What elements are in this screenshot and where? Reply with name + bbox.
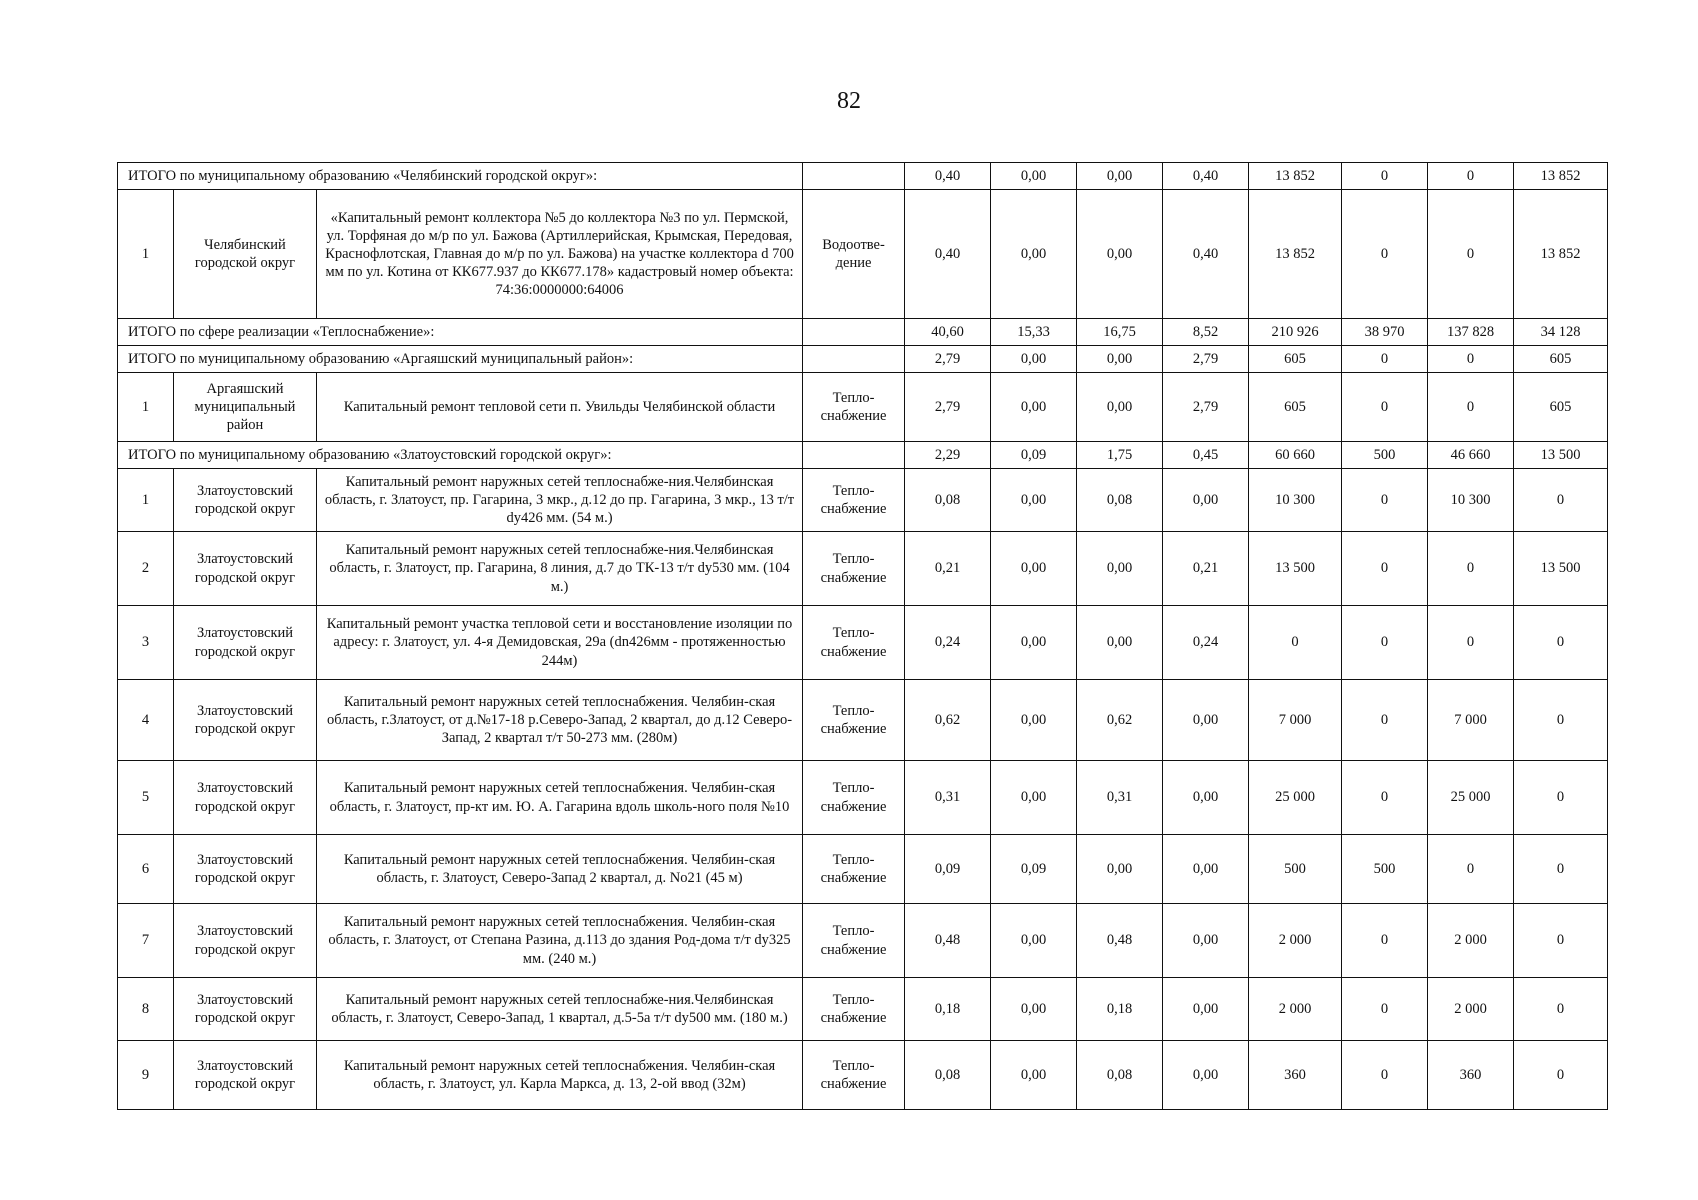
value-cell: 13 500 bbox=[1514, 442, 1608, 469]
cell-sphere: Тепло-снабжение bbox=[803, 373, 905, 442]
value-cell: 0,40 bbox=[905, 163, 991, 190]
value-cell: 60 660 bbox=[1249, 442, 1342, 469]
value-cell: 0,00 bbox=[1077, 532, 1163, 606]
cell-district: Златоустовский городской округ bbox=[174, 978, 317, 1041]
value-cell: 25 000 bbox=[1428, 761, 1514, 835]
value-cell: 0,09 bbox=[991, 442, 1077, 469]
value-cell: 13 500 bbox=[1514, 532, 1608, 606]
value-cell: 500 bbox=[1249, 835, 1342, 904]
cell-district: Златоустовский городской округ bbox=[174, 606, 317, 680]
cell-description: Капитальный ремонт наружных сетей теплоснабже-ния.Челябинская область, г. Златоуст, пр. Гагарина, 8 линия, д.7 до ТК-13 т/т dy530 мм. (104 м.) bbox=[317, 532, 803, 606]
table-row bbox=[118, 532, 1608, 606]
value-cell: 0 bbox=[1514, 761, 1608, 835]
value-cell: 0,00 bbox=[1163, 978, 1249, 1041]
table-row bbox=[118, 606, 1608, 680]
value-cell: 605 bbox=[1514, 346, 1608, 373]
value-cell: 0,00 bbox=[1163, 680, 1249, 761]
value-cell: 0 bbox=[1342, 761, 1428, 835]
cell-description: Капитальный ремонт наружных сетей теплоснабже-ния.Челябинская область, г. Златоуст, Северо-Запад, 1 квартал, д.5-5а т/т dy500 мм. (180 м.) bbox=[317, 978, 803, 1041]
cell-district: Златоустовский городской округ bbox=[174, 680, 317, 761]
value-cell: 0,00 bbox=[991, 346, 1077, 373]
value-cell: 0,00 bbox=[1077, 835, 1163, 904]
table-row bbox=[118, 680, 1608, 761]
cell-district: Златоустовский городской округ bbox=[174, 532, 317, 606]
value-cell: 500 bbox=[1342, 835, 1428, 904]
value-cell: 2,79 bbox=[1163, 373, 1249, 442]
value-cell: 0,00 bbox=[1077, 346, 1163, 373]
value-cell: 0 bbox=[1342, 978, 1428, 1041]
value-cell: 46 660 bbox=[1428, 442, 1514, 469]
value-cell: 0,00 bbox=[1077, 163, 1163, 190]
cell-district: Златоустовский городской округ bbox=[174, 835, 317, 904]
value-cell: 10 300 bbox=[1249, 469, 1342, 532]
value-cell: 0,08 bbox=[905, 1041, 991, 1110]
value-cell: 0,62 bbox=[905, 680, 991, 761]
value-cell: 360 bbox=[1249, 1041, 1342, 1110]
cell-num: 7 bbox=[118, 904, 174, 978]
value-cell: 0 bbox=[1342, 1041, 1428, 1110]
value-cell: 13 500 bbox=[1249, 532, 1342, 606]
value-cell: 0,18 bbox=[1077, 978, 1163, 1041]
value-cell: 0 bbox=[1342, 190, 1428, 319]
value-cell: 0 bbox=[1514, 606, 1608, 680]
value-cell: 0,48 bbox=[905, 904, 991, 978]
value-cell: 0,40 bbox=[905, 190, 991, 319]
value-cell: 25 000 bbox=[1249, 761, 1342, 835]
value-cell: 500 bbox=[1342, 442, 1428, 469]
value-cell: 0,08 bbox=[1077, 1041, 1163, 1110]
table-body bbox=[118, 163, 1608, 1110]
value-cell: 0,31 bbox=[905, 761, 991, 835]
total-sphere-cell bbox=[803, 319, 905, 346]
value-cell: 137 828 bbox=[1428, 319, 1514, 346]
value-cell: 0,00 bbox=[991, 680, 1077, 761]
cell-district: Златоустовский городской округ bbox=[174, 904, 317, 978]
value-cell: 0 bbox=[1249, 606, 1342, 680]
table-row bbox=[118, 1041, 1608, 1110]
value-cell: 0,21 bbox=[1163, 532, 1249, 606]
value-cell: 0 bbox=[1514, 1041, 1608, 1110]
total-label: ИТОГО по муниципальному образованию «Аргаяшский муниципальный район»: bbox=[118, 346, 803, 373]
cell-num: 4 bbox=[118, 680, 174, 761]
value-cell: 0,40 bbox=[1163, 190, 1249, 319]
value-cell: 0,40 bbox=[1163, 163, 1249, 190]
value-cell: 0,00 bbox=[991, 469, 1077, 532]
value-cell: 2 000 bbox=[1428, 904, 1514, 978]
value-cell: 0,24 bbox=[905, 606, 991, 680]
table-row bbox=[118, 469, 1608, 532]
value-cell: 360 bbox=[1428, 1041, 1514, 1110]
value-cell: 0,00 bbox=[991, 606, 1077, 680]
value-cell: 0,00 bbox=[1163, 761, 1249, 835]
value-cell: 0 bbox=[1342, 680, 1428, 761]
value-cell: 0,00 bbox=[1077, 606, 1163, 680]
value-cell: 0,08 bbox=[905, 469, 991, 532]
value-cell: 2,79 bbox=[905, 373, 991, 442]
value-cell: 2,79 bbox=[905, 346, 991, 373]
value-cell: 0,00 bbox=[1163, 469, 1249, 532]
value-cell: 0,00 bbox=[991, 978, 1077, 1041]
value-cell: 2,29 bbox=[905, 442, 991, 469]
total-label: ИТОГО по муниципальному образованию «Челябинский городской округ»: bbox=[118, 163, 803, 190]
value-cell: 0 bbox=[1342, 373, 1428, 442]
total-row bbox=[118, 346, 1608, 373]
table-row bbox=[118, 904, 1608, 978]
cell-num: 3 bbox=[118, 606, 174, 680]
value-cell: 8,52 bbox=[1163, 319, 1249, 346]
value-cell: 0,00 bbox=[1163, 1041, 1249, 1110]
value-cell: 0,00 bbox=[991, 373, 1077, 442]
value-cell: 0 bbox=[1428, 835, 1514, 904]
value-cell: 0 bbox=[1428, 346, 1514, 373]
total-label: ИТОГО по сфере реализации «Теплоснабжение»: bbox=[118, 319, 803, 346]
value-cell: 0 bbox=[1514, 835, 1608, 904]
total-row bbox=[118, 442, 1608, 469]
cell-sphere: Тепло-снабжение bbox=[803, 1041, 905, 1110]
cell-sphere: Водоотве-дение bbox=[803, 190, 905, 319]
cell-description: Капитальный ремонт наружных сетей теплоснабжения. Челябин-ская область, г. Златоуст, пр-кт им. Ю. А. Гагарина вдоль школь-ного поля №10 bbox=[317, 761, 803, 835]
value-cell: 0 bbox=[1342, 346, 1428, 373]
value-cell: 13 852 bbox=[1249, 190, 1342, 319]
total-row bbox=[118, 319, 1608, 346]
value-cell: 10 300 bbox=[1428, 469, 1514, 532]
total-sphere-cell bbox=[803, 346, 905, 373]
cell-sphere: Тепло-снабжение bbox=[803, 680, 905, 761]
value-cell: 0,00 bbox=[991, 904, 1077, 978]
value-cell: 0 bbox=[1342, 532, 1428, 606]
value-cell: 0,09 bbox=[991, 835, 1077, 904]
value-cell: 38 970 bbox=[1342, 319, 1428, 346]
cell-description: Капитальный ремонт наружных сетей теплоснабжения. Челябин-ская область, г.Златоуст, от д.№17-18 р.Северо-Запад, 2 квартал, до д.12 Северо-Запад, 2 квартал т/т 50-273 мм. (280м) bbox=[317, 680, 803, 761]
cell-district: Златоустовский городской округ bbox=[174, 761, 317, 835]
value-cell: 2,79 bbox=[1163, 346, 1249, 373]
cell-num: 9 bbox=[118, 1041, 174, 1110]
value-cell: 40,60 bbox=[905, 319, 991, 346]
cell-description: Капитальный ремонт участка тепловой сети и восстановление изоляции по адресу: г. Златоуст, ул. 4-я Демидовская, 29а (dn426мм - протяженностью 244м) bbox=[317, 606, 803, 680]
cell-district: Златоустовский городской округ bbox=[174, 469, 317, 532]
value-cell: 0,45 bbox=[1163, 442, 1249, 469]
cell-description: Капитальный ремонт наружных сетей теплоснабжения. Челябин-ская область, г. Златоуст, Северо-Запад 2 квартал, д. No21 (45 м) bbox=[317, 835, 803, 904]
value-cell: 16,75 bbox=[1077, 319, 1163, 346]
cell-sphere: Тепло-снабжение bbox=[803, 835, 905, 904]
value-cell: 0,00 bbox=[991, 532, 1077, 606]
value-cell: 0,00 bbox=[1163, 835, 1249, 904]
value-cell: 0,00 bbox=[991, 761, 1077, 835]
value-cell: 0,00 bbox=[1163, 904, 1249, 978]
total-sphere-cell bbox=[803, 163, 905, 190]
value-cell: 0,09 bbox=[905, 835, 991, 904]
cell-district: Аргаяшский муниципальный район bbox=[174, 373, 317, 442]
value-cell: 7 000 bbox=[1428, 680, 1514, 761]
total-sphere-cell bbox=[803, 442, 905, 469]
value-cell: 34 128 bbox=[1514, 319, 1608, 346]
value-cell: 0 bbox=[1342, 606, 1428, 680]
value-cell: 0 bbox=[1342, 163, 1428, 190]
value-cell: 0,00 bbox=[991, 1041, 1077, 1110]
cell-sphere: Тепло-снабжение bbox=[803, 904, 905, 978]
cell-num: 1 bbox=[118, 190, 174, 319]
cell-num: 8 bbox=[118, 978, 174, 1041]
value-cell: 0,08 bbox=[1077, 469, 1163, 532]
cell-num: 2 bbox=[118, 532, 174, 606]
value-cell: 0,00 bbox=[991, 190, 1077, 319]
cell-num: 6 bbox=[118, 835, 174, 904]
cell-description: Капитальный ремонт наружных сетей теплоснабжения. Челябин-ская область, г. Златоуст, от Степана Разина, д.113 до здания Род-дома т/т dy325 мм. (240 м.) bbox=[317, 904, 803, 978]
cell-sphere: Тепло-снабжение bbox=[803, 761, 905, 835]
value-cell: 0,62 bbox=[1077, 680, 1163, 761]
value-cell: 0,00 bbox=[1077, 190, 1163, 319]
table-row bbox=[118, 835, 1608, 904]
value-cell: 13 852 bbox=[1514, 163, 1608, 190]
cell-district: Челябинский городской округ bbox=[174, 190, 317, 319]
value-cell: 210 926 bbox=[1249, 319, 1342, 346]
cell-district: Златоустовский городской округ bbox=[174, 1041, 317, 1110]
value-cell: 2 000 bbox=[1249, 978, 1342, 1041]
value-cell: 0 bbox=[1342, 904, 1428, 978]
table-row bbox=[118, 190, 1608, 319]
value-cell: 0,21 bbox=[905, 532, 991, 606]
value-cell: 0 bbox=[1342, 469, 1428, 532]
total-row bbox=[118, 163, 1608, 190]
value-cell: 605 bbox=[1249, 373, 1342, 442]
value-cell: 0,31 bbox=[1077, 761, 1163, 835]
value-cell: 2 000 bbox=[1249, 904, 1342, 978]
value-cell: 0,48 bbox=[1077, 904, 1163, 978]
value-cell: 605 bbox=[1249, 346, 1342, 373]
value-cell: 0 bbox=[1428, 373, 1514, 442]
value-cell: 0 bbox=[1428, 190, 1514, 319]
value-cell: 0 bbox=[1428, 163, 1514, 190]
value-cell: 0,00 bbox=[991, 163, 1077, 190]
value-cell: 0 bbox=[1514, 978, 1608, 1041]
value-cell: 2 000 bbox=[1428, 978, 1514, 1041]
cell-description: Капитальный ремонт наружных сетей теплоснабже-ния.Челябинская область, г. Златоуст, пр. Гагарина, 3 мкр., д.12 до пр. Гагарина, 3 мкр., 13 т/т dy426 мм. (54 м.) bbox=[317, 469, 803, 532]
cell-description: Капитальный ремонт наружных сетей теплоснабжения. Челябин-ская область, г. Златоуст, ул. Карла Маркса, д. 13, 2-ой ввод (32м) bbox=[317, 1041, 803, 1110]
cell-description: Капитальный ремонт тепловой сети п. Увильды Челябинской области bbox=[317, 373, 803, 442]
cell-num: 1 bbox=[118, 469, 174, 532]
table-row bbox=[118, 373, 1608, 442]
value-cell: 7 000 bbox=[1249, 680, 1342, 761]
cell-num: 5 bbox=[118, 761, 174, 835]
page-number: 82 bbox=[837, 88, 861, 114]
total-label: ИТОГО по муниципальному образованию «Златоустовский городской округ»: bbox=[118, 442, 803, 469]
value-cell: 0 bbox=[1428, 532, 1514, 606]
cell-sphere: Тепло-снабжение bbox=[803, 532, 905, 606]
value-cell: 0,00 bbox=[1077, 373, 1163, 442]
cell-sphere: Тепло-снабжение bbox=[803, 469, 905, 532]
cell-description: «Капитальный ремонт коллектора №5 до коллектора №3 по ул. Пермской, ул. Торфяная до м/р по ул. Бажова (Артиллерийская, Крымская, Передовая, Краснофлотская, Главная до м/р по ул. Бажова) на участке коллектора d 700 мм по ул. Котина от КК677.937 до КК677.178» кадастровый номер объекта: 74:36:0000000:64006 bbox=[317, 190, 803, 319]
value-cell: 0 bbox=[1428, 606, 1514, 680]
value-cell: 13 852 bbox=[1249, 163, 1342, 190]
value-cell: 0,18 bbox=[905, 978, 991, 1041]
cell-num: 1 bbox=[118, 373, 174, 442]
table-row bbox=[118, 978, 1608, 1041]
value-cell: 0 bbox=[1514, 680, 1608, 761]
value-cell: 13 852 bbox=[1514, 190, 1608, 319]
cell-sphere: Тепло-снабжение bbox=[803, 978, 905, 1041]
value-cell: 0,24 bbox=[1163, 606, 1249, 680]
table-row bbox=[118, 761, 1608, 835]
value-cell: 0 bbox=[1514, 469, 1608, 532]
value-cell: 0 bbox=[1514, 904, 1608, 978]
program-table bbox=[117, 162, 1608, 1110]
cell-sphere: Тепло-снабжение bbox=[803, 606, 905, 680]
value-cell: 15,33 bbox=[991, 319, 1077, 346]
value-cell: 1,75 bbox=[1077, 442, 1163, 469]
value-cell: 605 bbox=[1514, 373, 1608, 442]
